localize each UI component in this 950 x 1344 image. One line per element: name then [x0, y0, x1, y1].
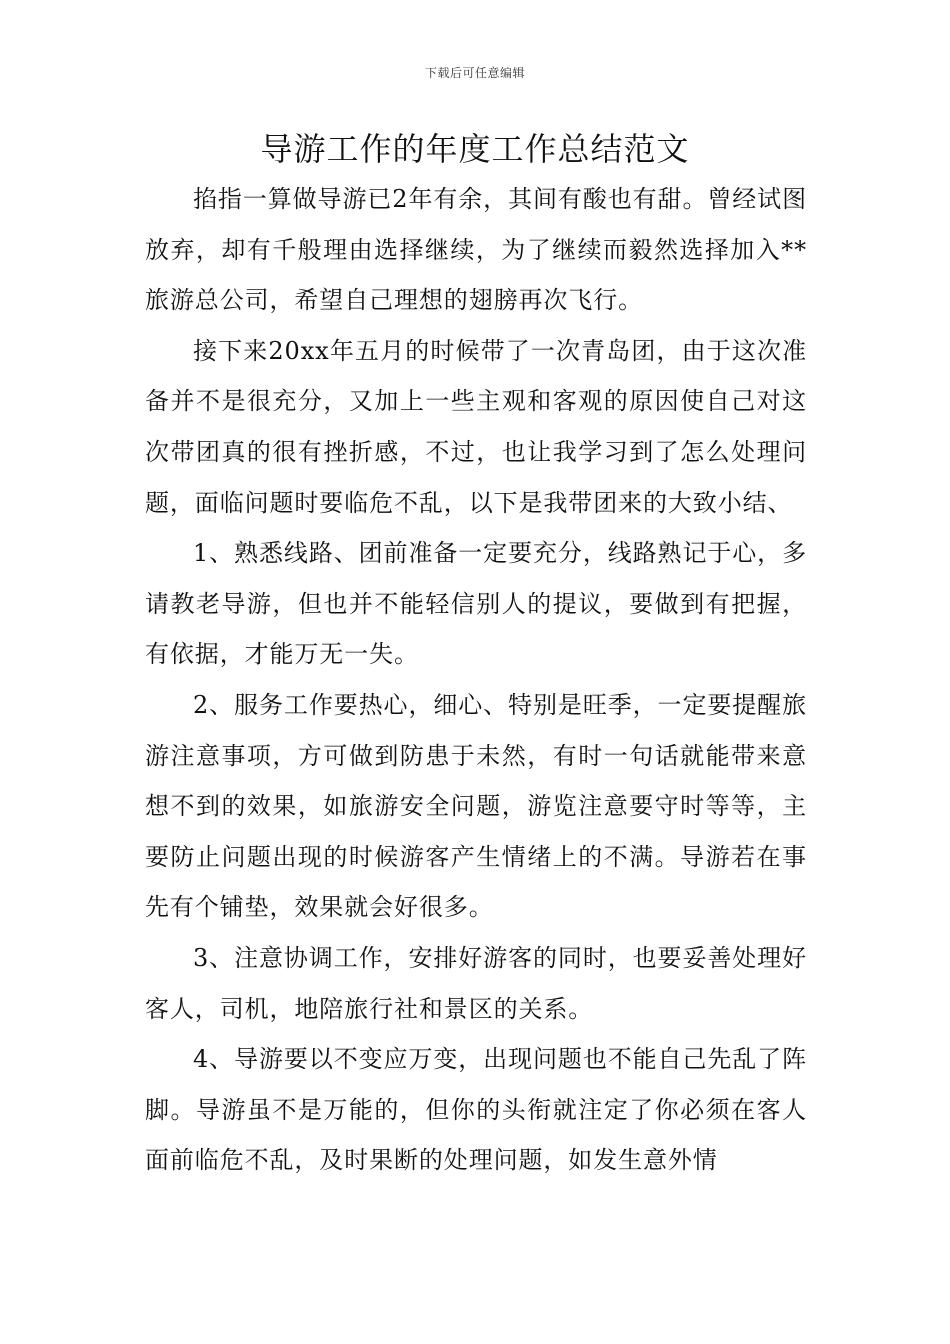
paragraph-point-3: 3、注意协调工作，安排好游客的同时，也要妥善处理好客人，司机，地陪旅行社和景区的关系。: [145, 943, 807, 1023]
paragraph-intro: 掐指一算做导游已2年有余，其间有酸也有甜。曾经试图放弃，却有千般理由选择继续，为了继续而毅然选择加入**旅游总公司，希望自己理想的翅膀再次飞行。: [145, 185, 807, 315]
paragraph-qingdao-tour: 接下来20xx年五月的时候带了一次青岛团，由于这次准备并不是很充分，又加上一些主观和客观的原因使自己对这次带团真的很有挫折感，不过，也让我学习到了怎么处理问题，面临问题时要临危不乱，以下是我带团来的大致小结、: [145, 336, 807, 517]
paragraph-point-2: 2、服务工作要热心，细心、特别是旺季，一定要提醒旅游注意事项，方可做到防患于未然，有时一句话就能带来意想不到的效果，如旅游安全问题，游览注意要守时等等，主要防止问题出现的时候游客产生情绪上的不满。导游若在事先有个铺垫，效果就会好很多。: [145, 690, 807, 922]
paragraph-point-1: 1、熟悉线路、团前准备一定要充分，线路熟记于心，多请教老导游，但也并不能轻信别人的提议，要做到有把握，有依据，才能万无一失。: [145, 539, 807, 669]
document-title: 导游工作的年度工作总结范文: [260, 130, 690, 168]
header-note: 下载后可任意编辑: [424, 66, 525, 80]
document-body: [145, 174, 807, 1186]
paragraph-point-4: 4、导游要以不变应万变，出现问题也不能自己先乱了阵脚。导游虽不是万能的，但你的头衔就注定了你必须在客人面前临危不乱，及时果断的处理问题，如发生意外情: [145, 1045, 807, 1175]
